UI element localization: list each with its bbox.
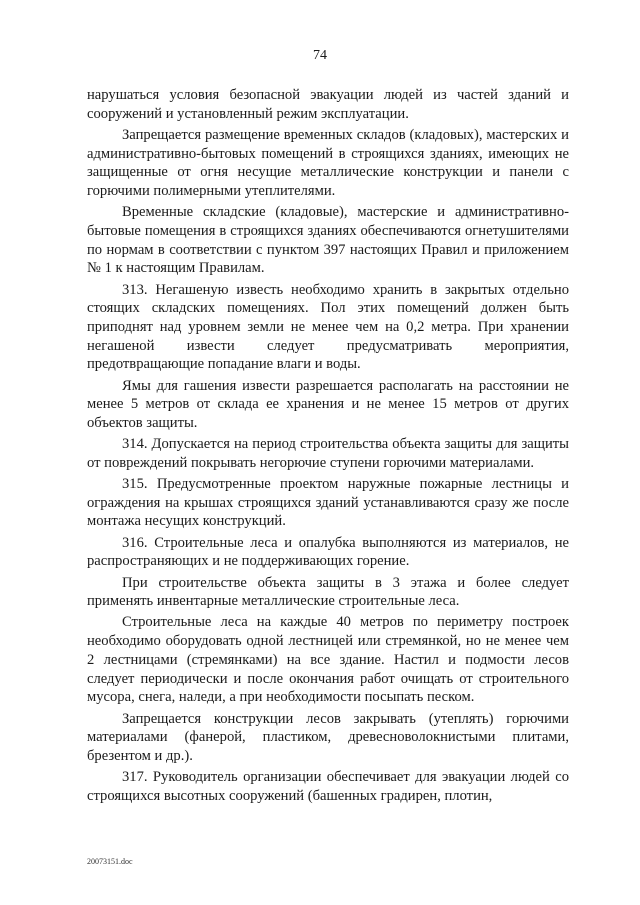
paragraph: При строительстве объекта защиты в 3 этажа и более следует применять инвентарные металлические строительные леса. <box>87 574 569 610</box>
paragraph: Временные складские (кладовые), мастерские и административно-бытовые помещения в строящихся зданиях обеспечиваются огнетушителями по нормам в соответствии с пунктом 397 настоящих Правил и приложением № 1 к настоящим Правилам. <box>87 204 569 277</box>
paragraph-317: 317. Руководитель организации обеспечивает для эвакуации людей со строящихся высотных сооружений (башенных градирен, плотин, <box>87 769 569 804</box>
paragraph: Запрещается размещение временных складов (кладовых), мастерских и административно-бытовых помещений в строящихся зданиях, имеющих не защищенные от огня несущие металлические конструкции и панели с горючими полимерными утеплителями. <box>87 126 569 200</box>
paragraph: Ямы для гашения извести разрешается располагать на расстоянии не менее 5 метров от склада ее хранения и не менее 15 метров от других объектов защиты. <box>87 377 569 431</box>
paragraph-316: 316. Строительные леса и опалубка выполняются из материалов, не распространяющих и не поддерживающих горение. <box>87 534 569 570</box>
paragraph-313: 313. Негашеную известь необходимо хранить в закрытых отдельно стоящих складских помещениях. Пол этих помещений должен быть приподнят над уровнем земли не менее чем на 0,2 метра. При хранении негашеной извести следует предусматривать мероприятия, предотвращающие попадание влаги и воды. <box>87 281 569 373</box>
paragraph-continuation: нарушаться условия безопасной эвакуации людей из частей зданий и сооружений и установленный режим эксплуатации. <box>87 87 569 122</box>
paragraph-315: 315. Предусмотренные проектом наружные пожарные лестницы и ограждения на крышах строящихся зданий устанавливаются сразу же после монтажа несущих конструкций. <box>87 476 569 530</box>
paragraph: Строительные леса на каждые 40 метров по периметру построек необходимо оборудовать одной лестницей или стремянкой, но не менее чем 2 лестницами (стремянками) на все здание. Настил и подмости лесов следует периодически и после окончания работ очищать от строительного мусора, снега, наледи, а при необходимости посыпать песком. <box>87 614 569 706</box>
paragraph-314: 314. Допускается на период строительства объекта защиты для защиты от повреждений покрывать негорючие ступени горючими материалами. <box>87 436 569 471</box>
paragraph: Запрещается конструкции лесов закрывать (утеплять) горючими материалами (фанерой, пластиком, древесноволокнистыми плитами, брезентом и др.). <box>87 710 569 764</box>
footer-filename: 20073151.doc <box>87 857 133 866</box>
page-number: 74 <box>313 48 327 63</box>
document-body <box>87 86 569 808</box>
